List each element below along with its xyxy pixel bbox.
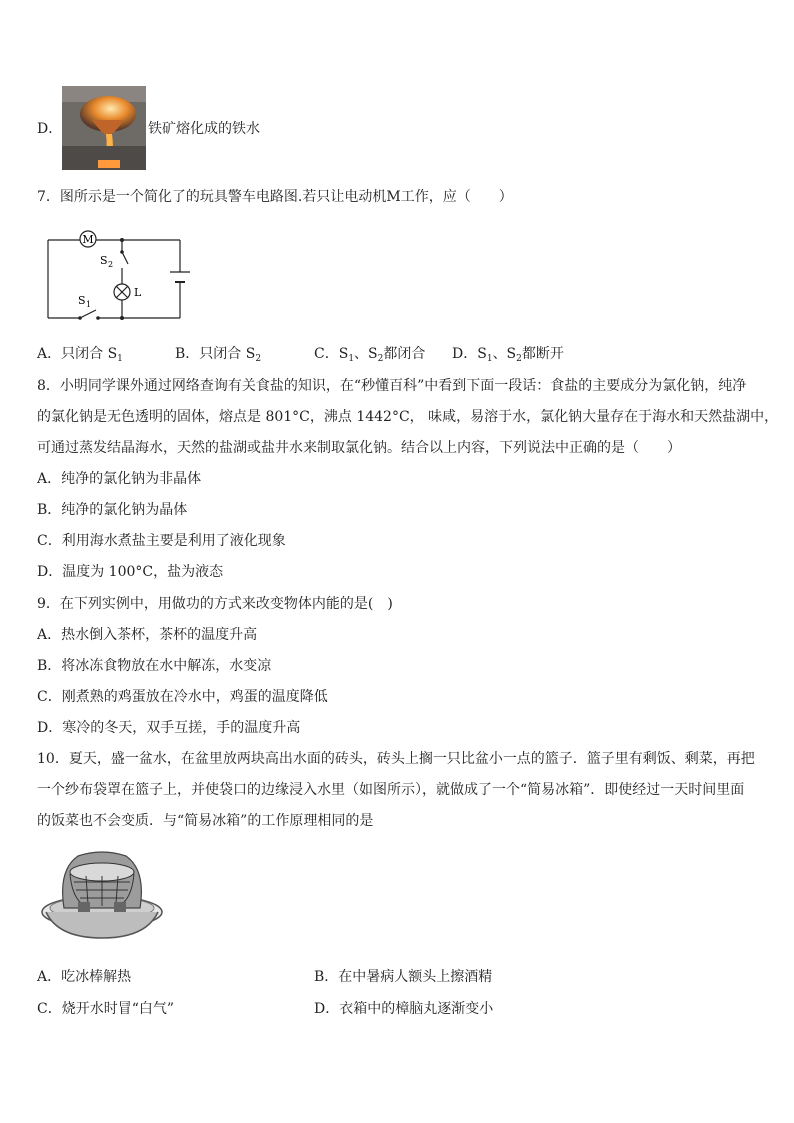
q7-option-c-letter: C． — [314, 346, 339, 362]
q10-stem-line-2: 一个纱布袋罩在篮子上，并使袋口的边缘浸入水里（如图所示），就做成了一个“简易冰箱”．即使经过一天时间里面 — [37, 782, 745, 798]
basket-fridge-icon — [38, 846, 166, 942]
q7-option-c-sub: 1 — [348, 354, 355, 364]
q9-option-a[interactable]: A．热水倒入茶杯，茶杯的温度升高 — [37, 627, 258, 643]
q7-option-a-letter: A． — [37, 346, 62, 362]
q7-option-d[interactable] — [452, 343, 564, 364]
q8-stem-line-1: 8．小明同学课外通过网络查询有关食盐的知识，在“秒懂百科”中看到下面一段话：食盐的主要成分为氯化钠，纯净 — [37, 378, 747, 394]
q7-stem: 7．图所示是一个简化了的玩具警车电路图.若只让电动机M工作，应（ ） — [37, 189, 513, 205]
q10-option-d[interactable]: D．衣箱中的樟脑丸逐渐变小 — [314, 1001, 494, 1017]
molten-iron-pour-icon — [62, 86, 146, 170]
q9-option-d[interactable]: D．寒冷的冬天，双手互搓，手的温度升高 — [37, 720, 301, 736]
switch2-label: S — [100, 254, 108, 267]
q7-option-d-mid: 、S — [492, 346, 517, 362]
q7-option-a-text: 只闭合 S — [61, 346, 118, 362]
q7-option-a[interactable] — [37, 343, 123, 364]
q7-option-b-text: 只闭合 S — [199, 346, 256, 362]
q7-option-c-sub2: 2 — [377, 354, 384, 364]
q10-option-b[interactable]: B．在中暑病人额头上擦酒精 — [314, 969, 493, 985]
q10-option-a[interactable]: A．吃冰棒解热 — [37, 969, 132, 985]
switch2-subscript: 2 — [108, 260, 114, 269]
q7-option-a-sub: 1 — [117, 354, 123, 364]
q8-option-b[interactable]: B．纯净的氯化钠为晶体 — [37, 502, 188, 518]
q8-stem-line-2: 的氯化钠是无色透明的固体，熔点是 801°C，沸点 1442°C， 味咸，易溶于水，氯化钠大量存在于海水和天然盐湖中， — [37, 409, 779, 425]
q10-stem-line-3: 的饭菜也不会变质．与“简易冰箱”的工作原理相同的是 — [37, 813, 374, 829]
q7-option-c-mid: 、S — [354, 346, 378, 362]
switch1-subscript: 1 — [86, 300, 92, 309]
q7-option-d-letter: D． — [452, 346, 478, 362]
circuit-diagram — [44, 226, 194, 322]
q7-option-d-text: S — [477, 346, 487, 362]
q7-option-b-letter: B． — [175, 346, 200, 362]
lamp-label: L — [134, 286, 142, 299]
q6-option-d-text: 铁矿熔化成的铁水 — [148, 121, 260, 137]
q8-option-d[interactable]: D．温度为 100°C，盐为液态 — [37, 564, 224, 580]
q7-option-d-suffix: 都断开 — [521, 346, 564, 362]
q7-option-c[interactable] — [314, 343, 425, 364]
q8-stem-line-3: 可通过蒸发结晶海水，天然的盐湖或盐井水来制取氯化钠。结合以上内容，下列说法中正确的是（ ） — [37, 440, 681, 456]
q7-option-c-text: S — [338, 346, 349, 362]
q10-stem-line-1: 10．夏天，盛一盆水，在盆里放两块高出水面的砖头，砖头上搁一只比盆小一点的篮子．篮子里有剩饭、剩菜，再把 — [37, 751, 755, 767]
motor-label: M — [82, 233, 94, 246]
switch1-label: S — [78, 294, 86, 307]
q9-option-c[interactable]: C．刚煮熟的鸡蛋放在冷水中，鸡蛋的温度降低 — [37, 689, 328, 705]
q8-option-c[interactable]: C．利用海水煮盐主要是利用了液化现象 — [37, 533, 286, 549]
q8-option-a[interactable]: A．纯净的氯化钠为非晶体 — [37, 471, 202, 487]
q6-option-d-letter: D． — [37, 121, 63, 137]
q7-option-b-sub: 2 — [255, 354, 262, 364]
q10-option-c[interactable]: C．烧开水时冒“白气” — [37, 1001, 175, 1017]
q7-option-c-suffix: 都闭合 — [383, 346, 426, 362]
q9-stem: 9．在下列实例中，用做功的方式来改变物体内能的是( ) — [37, 596, 393, 612]
q7-option-d-sub2: 2 — [516, 354, 522, 364]
q9-option-b[interactable]: B．将冰冻食物放在水中解冻，水变凉 — [37, 658, 272, 674]
q7-option-d-sub: 1 — [486, 354, 493, 364]
q7-option-b[interactable] — [175, 343, 261, 364]
